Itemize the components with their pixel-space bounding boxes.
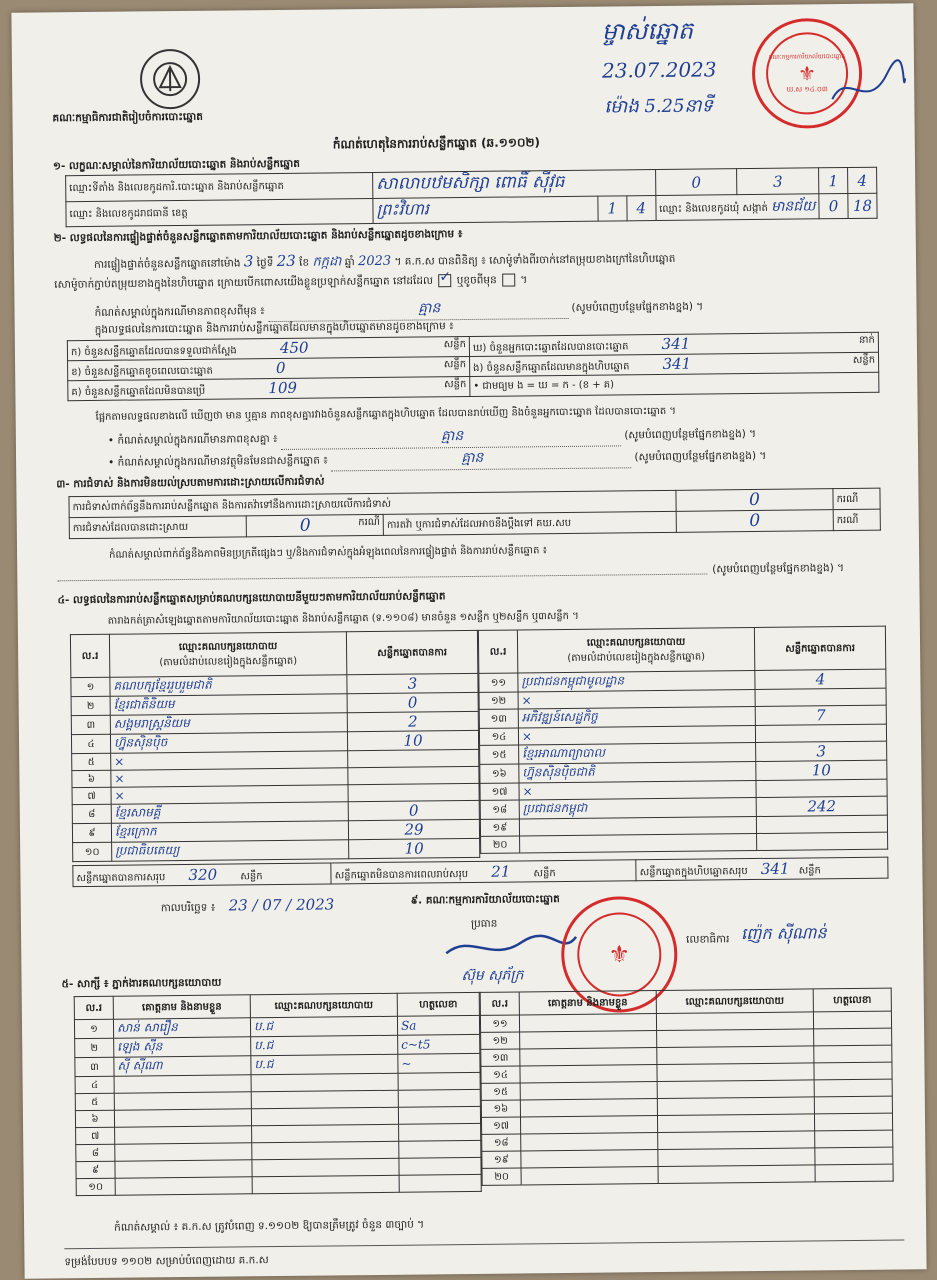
witness-signature: Sa [397, 1015, 479, 1035]
witness-name [115, 1143, 252, 1161]
form-paper: គណៈកម្មាធិការជាតិរៀបចំការបោះឆ្នោត កំណត់ហេតុនៃការរាប់សន្លឹកឆ្នោត (ឆ.១១០២) ម្ចាស់ឆ្នោត 23.07.2023 ម៉ោង 5.25នាទី គណៈកម្មការការិយាល័យបោះឆ្នោត ⚜ ឃ.ស ១៤.០៣ ១- លក្ខណៈសម្គាល់នៃការិយាល័យបោះឆ្នោត និងរាប់សន្លឹកឆ្នោត ឈ្មោះទីតាំង និងលេខកូដការិ.បោះឆ្នោត និងរាប់សន្លឹកឆ្នោត សាលាបឋមសិក្សា ពោធិ៍ ស៊ីវុធ 0 3 1 4 ឈ្មោះ និងលេខកូដរាជធានី ខេត្ត ព្រះវិហារ 1 4 ឈ្មោះ និងលេខកូដឃុំ សង្កាត់ មានជ័យ 0 18 ២- លទ្ធផលនៃការផ្ទៀងផ្ទាត់ចំនួនសន្លឹកឆ្នោតតាមការិយាល័យបោះឆ្នោត និងរាប់សន្លឹកឆ្នោតដូចខាងក្រោម ៖ ការផ្ទៀងផ្ទាត់ចំនួនសន្លឹកឆ្នោតនៅម៉ោង 3 ថ្ងៃទី 23 ខែ កក្កដា ឆ្នាំ 2023 ។ គ.ក.ស បានពិនិត្យ ៖ សោម៉ូទាំងពីរចាក់នៅតម្រុយខាងក្រៅនៃហិបឆ្នោត សោម៉ូចាក់ភ្ជាប់តម្រុយខាងក្នុងនៃហិបឆ្នោត ក្រោយបើកពោសយើងខ្លួនប្រឡាក់សន្លឹកឆ្នោត នៅដដែល ✓ ឬខូចពីមុន ។ កំណត់សម្គាល់ក្នុងករណីមានភាពខុសពីមុន ៖ គ្មាន (សូមបំពេញបន្ថែមផ្នែកខាងខ្នង) ។ ក្នុងលទ្ធផលនៃការបោះឆ្នោត និងការរាប់សន្លឹកឆ្នោតដែលមានក្នុងហិបឆ្នោតមានដូចខាងក្រោម ៖ ក) ចំនួនសន្លឹកឆ្នោតដែលបានទទួលជាក់ស្តែង 450 សន្លឹក ឃ) ចំនួនអ្នកបោះឆ្នោតដែលបានបោះឆ្នោត 341 នាក់ ខ) ចំនួនសន្លឹកឆ្នោតខូចពេលបោះឆ្នោត 0 សន្លឹក ង) ចំនួនសន្លឹកឆ្នោតដែលមានក្នុងហិបឆ្នោត 341 សន្លឹក គ) ចំនួនសន្លឹកឆ្នោតដែលមិនបានប្រើ 109 សន្លឹក • ជាមធ្យម ង = ឃ = ក - (ខ + គ) ផ្អែកតាមលទ្ធផលខាងលើ ឃើញថា មាន ឬគ្មាន ភាពខុសគ្នារវាងចំនួនសន្លឹកឆ្នោតក្នុងហិបឆ្នោត ដែលបានរាប់ឃើញ និងចំនួនអ្នកបោះឆ្នោត ដែលបានបោះឆ្នោត ។ • កំណត់សម្គាល់ក្នុងករណីមានភាពខុសគ្នា ៖ គ្មាន (សូមបំពេញបន្ថែមផ្នែកខាងខ្នង) ។ • កំណត់សម្គាល់ក្នុងករណីមានវត្ថុមិនមែនជាសន្លឹកឆ្នោត ៖ គ្មាន (សូមបំពេញបន្ថែមផ្នែកខាងខ្នង) ។ ៣- ការជំទាស់ និងការមិនយល់ស្របតាមការដោះស្រាយលើការជំទាស់ ការជំទាស់ពាក់ព័ន្ធនឹងការរាប់សន្លឹកឆ្នោត និងការតវ៉ាទៅនឹងការដោះស្រាយលើការជំទាស់ 0 ករណី ការជំទាស់ដែលបានដោះស្រាយ 0 ករណី ការតវ៉ា ឬការជំទាស់ដែលអាចនឹងប្តឹងទៅ គឃ.សប 0 ករណី កំណត់សម្គាល់ពាក់ព័ន្ធនឹងភាពមិនប្រក្រតីផ្សេងៗ ឬ/និងការជំទាស់ក្នុងអំឡុងពេលនៃការផ្ទៀងផ្ទាត់ និងការរាប់សន្លឹកឆ្នោត ៖ (សូមបំពេញបន្ថែមផ្នែកខាងខ្នង) ។ ៤- លទ្ធផលនៃការរាប់សន្លឹកឆ្នោតសម្រាប់គណបក្សនយោបាយនីមួយៗតាមការិយាល័យរាប់សន្លឹកឆ្នោត តារាងកត់ត្រាសំឡេងឆ្នោតតាមការិយាល័យបោះឆ្នោត និងរាប់សន្លឹកឆ្នោត (ទ.១១០៨) មានចំនួន ១សន្លឹក ឬ២សន្លឹក ឬ៣សន្លឹក ។ ល.រ ឈ្មោះគណបក្សនយោបាយ (តាមលំដាប់លេខរៀងក្នុងសន្លឹកឆ្នោត) សន្លឹកឆ្នោតបានការ ១ គណបក្សខ្មែររួបរួមជាតិ 3 ២ ខ្មែរជាតិនិយម 0 ៣ សង្គមរាស្ត្រនិយម 2 ៤ ហ្វ៊ុនស៊ិនប៉ិច 10 ៥ × ៦ × ៧ × ៨ ខ្មែរសាមគ្គី 0 ៩ ខ្មែរក្រោក 29 ១០ ប្រជាធិបតេយ្យ 10 ល.រ ឈ្មោះគណបក្សនយោបាយ (តាមលំដាប់លេខរៀងក្នុងសន្លឹកឆ្នោត) សន្លឹកឆ្នោតបានការ ១១ ប្រជាជនកម្ពុជាមូលដ្ឋាន 4 ១២ × ១៣ អភិវឌ្ឍន៍សេដ្ឋកិច្ច 7 ១៤ × ១៥ ខ្មែរអាណាព្យាបាល 3 ១៦ ហ្វ៊ុនស៊ិនប៉ិចជាតិ 10 ១៧ × ១៨ ប្រជាជនកម្ពុជា 242 ១៩ ២០ សន្លឹកឆ្នោតបានការសរុប 320 សន្លឹក សន្លឹកឆ្នោតមិនបានការពេលរាប់សរុប 21 សន្លឹក សន្លឹកឆ្នោតក្នុងហិបឆ្នោតសរុប 341 សន្លឹក កាលបរិច្ឆេទ ៖ 23 / 07 / 2023 ៩. គណៈកម្មការការិយាល័យបោះឆ្នោត ប្រធាន ស៊ុម សុភ័ក្រ ⚜ លេខាធិការ ញ៉េក ស៊ីណាន់ ៥- សាក្សី ៖ ភ្នាក់ងារគណបក្សនយោបាយ ល.រ គោត្តនាម និងនាមខ្លួន ឈ្មោះគណបក្សនយោបាយ ហត្ថលេខា ១ សាន់ សារឿន ប.ជ Sa ២ ឡេង ស៊ីន ប.ជ c~t5 ៣ ស៊ី ស៊ីណា ប.ជ ~ ៤ ៥ ៦ ៧ ៨ ៩ ១០ ល.រ គោត្តនាម និងនាមខ្លួន ឈ្មោះគណបក្សនយោបាយ ហត្ថលេខា ១១ ១២ ១៣ ១៤ ១៥ ១៦ ១៧ ១៨ ១៩ ២០ កំណត់សម្គាល់ ៖ គ.ក.ស ត្រូវបំពេញ ទ.១១០២ ឱ្យបានត្រឹមត្រូវ ចំនួន ៣ច្បាប់ ។ ទម្រង់បែបបទ ១១០២ សម្រាប់បំពេញដោយ គ.ក.ស [11, 3, 926, 1278]
table-row [481, 832, 888, 853]
party-name: ហ្វ៊ុនស៊ិនប៉ិចជាតិ [519, 762, 756, 783]
results-intro: ក្នុងលទ្ធផលនៃការបោះឆ្នោត និងការរាប់សន្លឹកឆ្នោតដែលមានក្នុងហិបឆ្នោតមានដូចខាងក្រោម ៖ [94, 320, 454, 336]
witness-party [658, 1165, 815, 1184]
witness-signature [398, 1072, 480, 1090]
witness-signature: ~ [398, 1053, 480, 1073]
row-number: ២ [71, 696, 110, 715]
national-emblem-icon [140, 49, 201, 110]
seal-check-line: សោម៉ូចាក់ភ្ជាប់តម្រុយខាងក្នុងនៃហិបឆ្នោត ក្រោយបើកពោសយើងខ្លួនប្រឡាក់សន្លឹកឆ្នោត នៅដដែល ✓ ឬខូចពីមុន ។ [54, 273, 527, 293]
witness-signature [815, 1164, 893, 1182]
row-number: ១០ [76, 1178, 115, 1195]
vote-count [348, 749, 479, 767]
vote-count [756, 815, 887, 833]
section1-table: ឈ្មោះទីតាំង និងលេខកូដការិ.បោះឆ្នោត និងរាប់សន្លឹកឆ្នោត សាលាបឋមសិក្សា ពោធិ៍ ស៊ីវុធ 0 3 1 4 ឈ្មោះ និងលេខកូដរាជធានី ខេត្ត ព្រះវិហារ 1 4 ឈ្មោះ និងលេខកូដឃុំ សង្កាត់ មានជ័យ 0 18 [65, 167, 878, 228]
witness-name [520, 1116, 657, 1134]
party-name: ប្រជាធិបតេយ្យ [112, 840, 349, 861]
row-number: ១៩ [480, 819, 519, 836]
witness-signature [814, 1079, 892, 1097]
witness-party [251, 1073, 398, 1092]
row-number: ៨ [72, 804, 111, 823]
row-number: ១៣ [481, 1049, 520, 1066]
vote-count: 10 [349, 838, 480, 858]
province-name: ព្រះវិហារ [373, 196, 598, 223]
party-name: ខ្មែរអាណាព្យាបាល [519, 743, 756, 764]
row-number: ១៨ [480, 800, 519, 819]
vote-count: 7 [755, 705, 886, 725]
vote-count [756, 779, 887, 797]
witness-signature [813, 1011, 891, 1029]
party-name: × [111, 785, 348, 804]
witness-party [657, 1114, 814, 1133]
witness-name: ឡេង ស៊ីន [114, 1037, 251, 1057]
witness-signature [814, 1113, 892, 1131]
row-number: ១៦ [481, 1100, 520, 1117]
vote-count: 3 [756, 741, 887, 761]
witness-party [658, 1148, 815, 1167]
row-number: ៣ [75, 1057, 114, 1076]
row-number: ៩ [76, 1161, 115, 1178]
org-name: គណៈកម្មាធិការជាតិរៀបចំការបោះឆ្នោត [52, 110, 203, 125]
witness-signature [398, 1089, 480, 1107]
witness-signature [399, 1123, 481, 1141]
vote-count: 3 [347, 673, 478, 693]
witness-signature [399, 1157, 481, 1175]
invalid-total: 21 [491, 862, 511, 881]
broken-checkbox[interactable] [502, 273, 515, 286]
witness-signature [814, 1096, 892, 1114]
party-name: ខ្មែរក្រោក [111, 821, 348, 842]
witness-name [520, 1082, 657, 1100]
ballot-count-table [67, 332, 880, 401]
party-name [520, 833, 757, 852]
row-number: ១០ [73, 842, 112, 861]
witness-name [114, 1075, 251, 1093]
party-name: × [111, 768, 348, 787]
witness-name [519, 1014, 656, 1032]
row-number: ២០ [481, 836, 520, 853]
table-row [76, 1174, 481, 1195]
president-name: ស៊ុម សុភ័ក្រ [461, 967, 524, 985]
row-number: ៧ [72, 787, 111, 804]
witness-table-right: ល.រ គោត្តនាម និងនាមខ្លួន ឈ្មោះគណបក្សនយោបាយ ហត្ថលេខា ១១ ១២ ១៣ ១៤ ១៥ ១៦ ១៧ ១៨ ១៩ ២០ [480, 988, 894, 1186]
party-name: អភិវឌ្ឍន៍សេដ្ឋកិច្ច [518, 707, 755, 728]
table-row: ក) ចំនួនសន្លឹកឆ្នោតដែលបានទទួលជាក់ស្តែង 450 សន្លឹក ឃ) ចំនួនអ្នកបោះឆ្នោតដែលបានបោះឆ្នោត 341 នាក់ [67, 332, 878, 360]
signature-scribble [827, 58, 908, 119]
vote-count: 0 [347, 692, 478, 712]
witness-name [115, 1177, 252, 1195]
row-number: ២ [75, 1038, 114, 1057]
party-name: ប្រជាជនកម្ពុជាមូលដ្ឋាន [518, 671, 755, 692]
witness-party [251, 1107, 398, 1126]
witness-name: ស៊ី ស៊ីណា [114, 1056, 251, 1076]
table-row [73, 838, 480, 861]
note2-line: • កំណត់សម្គាល់ក្នុងករណីមានវត្ថុមិនមែនជាសន្លឹកឆ្នោត ៖ គ្មាន (សូមបំពេញបន្ថែមផ្នែកខាងខ្នង) ។ [108, 445, 766, 474]
vote-count: 4 [755, 669, 886, 689]
table-row: ខ) ចំនួនសន្លឹកឆ្នោតខូចពេលបោះឆ្នោត 0 សន្លឹក ង) ចំនួនសន្លឹកឆ្នោតដែលមានក្នុងហិបឆ្នោត 341 សន្លឹក [68, 352, 879, 380]
vote-count [348, 783, 479, 801]
row-number: ១១ [480, 1015, 519, 1032]
secretary-name: ញ៉េក ស៊ីណាន់ [740, 923, 827, 944]
note1-line: • កំណត់សម្គាល់ក្នុងករណីមានភាពខុសគ្នា ៖ គ្មាន (សូមបំពេញបន្ថែមផ្នែកខាងខ្នង) ។ [108, 423, 756, 452]
witness-party [657, 1046, 814, 1065]
row-number: ២០ [482, 1168, 521, 1185]
row-number: ១៦ [480, 764, 519, 783]
results-table-left: ល.រ ឈ្មោះគណបក្សនយោបាយ (តាមលំដាប់លេខរៀងក្នុងសន្លឹកឆ្នោត) សន្លឹកឆ្នោតបានការ ១ គណបក្សខ្មែររួបរួមជាតិ 3 ២ ខ្មែរជាតិនិយម 0 ៣ សង្គមរាស្ត្រនិយម 2 ៤ ហ្វ៊ុនស៊ិនប៉ិច 10 ៥ × ៦ × ៧ × ៨ ខ្មែរសាមគ្គី 0 ៩ ខ្មែរក្រោក 29 ១០ ប្រជាធិបតេយ្យ 10 [70, 630, 480, 862]
witness-party: ប.ជ [251, 1035, 398, 1056]
row-number: ១៤ [481, 1066, 520, 1083]
form-footer: ទម្រង់បែបបទ ១១០២ សម្រាប់បំពេញដោយ គ.ក.ស [64, 1254, 269, 1269]
party-name: ខ្មែរសាមគ្គី [111, 802, 348, 823]
witness-party [656, 1012, 813, 1031]
party-name: × [111, 751, 348, 770]
row-number: ៨ [76, 1144, 115, 1161]
witness-name [520, 1099, 657, 1117]
vote-count: 10 [756, 760, 887, 780]
vote-count [755, 688, 886, 706]
witness-party [657, 1029, 814, 1048]
row-number: ១២ [479, 692, 518, 709]
row-number: ១៥ [480, 745, 519, 764]
witness-name [115, 1126, 252, 1144]
totals-row: សន្លឹកឆ្នោតបានការសរុប 320 សន្លឹក សន្លឹកឆ្នោតមិនបានការពេលរាប់សរុប 21 សន្លឹក សន្លឹកឆ្នោតក្នុងហិបឆ្នោតសរុប 341 សន្លឹក [72, 857, 888, 888]
witness-name [520, 1048, 657, 1066]
table-row [482, 1164, 893, 1185]
witness-name [115, 1160, 252, 1178]
vote-count [757, 832, 888, 850]
vote-count: 0 [348, 800, 479, 820]
valid-total: 320 [188, 865, 218, 884]
witness-name [114, 1109, 251, 1127]
witness-party [252, 1124, 399, 1143]
section4-title: ៤- លទ្ធផលនៃការរាប់សន្លឹកឆ្នោតសម្រាប់គណបក្សនយោបាយនីមួយៗតាមការិយាល័យរាប់សន្លឹកឆ្នោត [57, 590, 446, 607]
row-number: ១ [71, 677, 110, 696]
section1-title: ១- លក្ខណៈសម្គាល់នៃការិយាល័យបោះឆ្នោត និងរាប់សន្លឹកឆ្នោត [52, 157, 300, 173]
vote-count: 242 [756, 796, 887, 816]
row-number: ១២ [481, 1032, 520, 1049]
row-number: ១ [74, 1019, 113, 1038]
party-name: × [518, 726, 755, 745]
section3-title: ៣- ការជំទាស់ និងការមិនយល់ស្របតាមការដោះស្រាយលើការជំទាស់ [56, 475, 325, 491]
witness-signature [814, 1045, 892, 1063]
party-name: សង្គមរាស្ត្រនិយម [110, 713, 347, 734]
vote-count: 29 [348, 819, 479, 839]
intact-checkbox[interactable] [438, 274, 451, 287]
witness-signature [815, 1147, 893, 1165]
objection-table: ការជំទាស់ពាក់ព័ន្ធនឹងការរាប់សន្លឹកឆ្នោត និងការតវ៉ាទៅនឹងការដោះស្រាយលើការជំទាស់ 0 ករណី ការជំទាស់ដែលបានដោះស្រាយ 0 ករណី ការតវ៉ា ឬការជំទាស់ដែលអាចនឹងប្តឹងទៅ គឃ.សប 0 ករណី [68, 488, 880, 540]
witness-name [521, 1167, 658, 1185]
row-number: ៦ [75, 1110, 114, 1127]
witness-signature [399, 1140, 481, 1158]
row-number: ១៧ [481, 1117, 520, 1134]
row-number: ៤ [75, 1076, 114, 1093]
vote-count [755, 724, 886, 742]
row-number: ១៥ [481, 1083, 520, 1100]
check-time-line: ការផ្ទៀងផ្ទាត់ចំនួនសន្លឹកឆ្នោតនៅម៉ោង 3 ថ្ងៃទី 23 ខែ កក្កដា ឆ្នាំ 2023 ។ គ.ក.ស បានពិនិត្យ ៖ សោម៉ូទាំងពីរចាក់នៅតម្រុយខាងក្រៅនៃហិបឆ្នោត [93, 251, 676, 271]
row-number: ៥ [75, 1093, 114, 1110]
row-number: ៥ [72, 753, 111, 770]
commission-title: ៩. គណៈកម្មការការិយាល័យបោះឆ្នោត [410, 893, 560, 907]
witness-party [657, 1097, 814, 1116]
results-table-right: ល.រ ឈ្មោះគណបក្សនយោបាយ (តាមលំដាប់លេខរៀងក្នុងសន្លឹកឆ្នោត) សន្លឹកឆ្នោតបានការ ១១ ប្រជាជនកម្ពុជាមូលដ្ឋាន 4 ១២ × ១៣ អភិវឌ្ឍន៍សេដ្ឋកិច្ច 7 ១៤ × ១៥ ខ្មែរអាណាព្យាបាល 3 ១៦ ហ្វ៊ុនស៊ិនប៉ិចជាតិ 10 ១៧ × ១៨ ប្រជាជនកម្ពុជា 242 ១៩ ២០ [478, 626, 888, 854]
party-name: គណបក្សខ្មែររួបរួមជាតិ [110, 675, 347, 696]
witness-name [114, 1092, 251, 1110]
party-name: × [519, 781, 756, 800]
handwritten-time: ម៉ោង 5.25នាទី [604, 95, 714, 118]
handwritten-note: ម្ចាស់ឆ្នោត [601, 16, 694, 46]
row-number: ១៩ [482, 1151, 521, 1168]
row-number: ១៧ [480, 783, 519, 800]
row-number: ៤ [71, 734, 110, 753]
commune-name: មានជ័យ [770, 197, 816, 215]
commission-seal-stamp: ⚜ [561, 896, 678, 1013]
date-line: កាលបរិច្ឆេទ ៖ 23 / 07 / 2023 [160, 895, 335, 915]
witness-name [520, 1065, 657, 1083]
party-name: ប្រជាជនកម្ពុជា [519, 798, 756, 819]
polling-station-name: សាលាបឋមសិក្សា ពោធិ៍ ស៊ីវុធ [373, 170, 656, 199]
row-number: ១៤ [479, 728, 518, 745]
vote-count: 2 [347, 711, 478, 731]
section2-title: ២- លទ្ធផលនៃការផ្ទៀងផ្ទាត់ចំនួនសន្លឹកឆ្នោតតាមការិយាល័យបោះឆ្នោត និងរាប់សន្លឹកឆ្នោតដូចខាងក្រោម ៖ [53, 228, 463, 245]
witness-signature [399, 1174, 481, 1192]
witness-signature [815, 1130, 893, 1148]
difference-note-line: កំណត់សម្គាល់ក្នុងករណីមានភាពខុសពីមុន ៖ គ្មាន (សូមបំពេញបន្ថែមផ្នែកខាងខ្នង) ។ [94, 296, 703, 324]
red-seal-stamp: គណៈកម្មការការិយាល័យបោះឆ្នោត ⚜ ឃ.ស ១៤.០៣ [752, 18, 863, 129]
witness-signature [398, 1106, 480, 1124]
party-name: × [518, 690, 755, 709]
section5-title: ៥- សាក្សី ៖ ភ្នាក់ងារគណបក្សនយោបាយ [61, 976, 222, 991]
footnote: កំណត់សម្គាល់ ៖ គ.ក.ស ត្រូវបំពេញ ទ.១១០២ ឱ្យបានត្រឹមត្រូវ ចំនួន ៣ច្បាប់ ។ [114, 1218, 425, 1234]
witness-signature: c~t5 [398, 1034, 480, 1054]
witness-name [520, 1031, 657, 1049]
witness-party [657, 1080, 814, 1099]
witness-party [252, 1158, 399, 1177]
row-number: ១៣ [479, 709, 518, 728]
witness-table-left: ល.រ គោត្តនាម និងនាមខ្លួន ឈ្មោះគណបក្សនយោបាយ ហត្ថលេខា ១ សាន់ សារឿន ប.ជ Sa ២ ឡេង ស៊ីន ប.ជ c~t5 ៣ ស៊ី ស៊ីណា ប.ជ ~ ៤ ៥ ៦ ៧ ៨ ៩ ១០ [74, 992, 482, 1196]
witness-name [521, 1133, 658, 1151]
row-number: ១១ [479, 673, 518, 692]
row-number: ៧ [76, 1127, 115, 1144]
difference-line: ផ្អែកតាមលទ្ធផលខាងលើ ឃើញថា មាន ឬគ្មាន ភាពខុសគ្នារវាងចំនួនសន្លឹកឆ្នោតក្នុងហិបឆ្នោត ដែលបានរាប់ឃើញ និងចំនួនអ្នកបោះឆ្នោត ដែលបានបោះឆ្នោត ។ [95, 405, 677, 423]
row-number: ៣ [71, 715, 110, 734]
form-title: កំណត់ហេតុនៃការរាប់សន្លឹកឆ្នោត (ឆ.១១០២) [332, 135, 541, 152]
vote-count: 10 [347, 730, 478, 750]
witness-name [521, 1150, 658, 1168]
president-signature [441, 927, 581, 968]
box-total: 341 [760, 859, 790, 878]
vote-count [348, 766, 479, 784]
irregularity-note: កំណត់សម្គាល់ពាក់ព័ន្ធនឹងភាពមិនប្រក្រតីផ្សេងៗ ឬ/និងការជំទាស់ក្នុងអំឡុងពេលនៃការផ្ទៀងផ្ទាត់ និងការរាប់សន្លឹកឆ្នោត ៖ [109, 545, 548, 561]
witness-party [252, 1141, 399, 1160]
party-name: ខ្មែរជាតិនិយម [110, 694, 347, 715]
witness-party [657, 1063, 814, 1082]
witness-party [658, 1131, 815, 1150]
tally-intro: តារាងកត់ត្រាសំឡេងឆ្នោតតាមការិយាល័យបោះឆ្នោត និងរាប់សន្លឹកឆ្នោត (ទ.១១០៨) មានចំនួន ១សន្លឹក ឬ២សន្លឹក ឬ៣សន្លឹក ។ [107, 610, 579, 627]
row-number: ៦ [72, 770, 111, 787]
witness-party: ប.ជ [251, 1054, 398, 1075]
witness-party: ប.ជ [250, 1016, 397, 1037]
witness-party [252, 1175, 399, 1194]
witness-name: សាន់ សារឿន [113, 1018, 250, 1038]
party-name: ហ្វ៊ុនស៊ិនប៉ិច [110, 732, 347, 753]
row-number: ១៨ [482, 1134, 521, 1151]
table-row: គ) ចំនួនសន្លឹកឆ្នោតដែលមិនបានប្រើ 109 សន្លឹក • ជាមធ្យម ង = ឃ = ក - (ខ + គ) [68, 372, 879, 400]
row-number: ៩ [72, 823, 111, 842]
witness-signature [814, 1062, 892, 1080]
witness-party [251, 1090, 398, 1109]
handwritten-date: 23.07.2023 [601, 57, 717, 83]
witness-signature [814, 1028, 892, 1046]
